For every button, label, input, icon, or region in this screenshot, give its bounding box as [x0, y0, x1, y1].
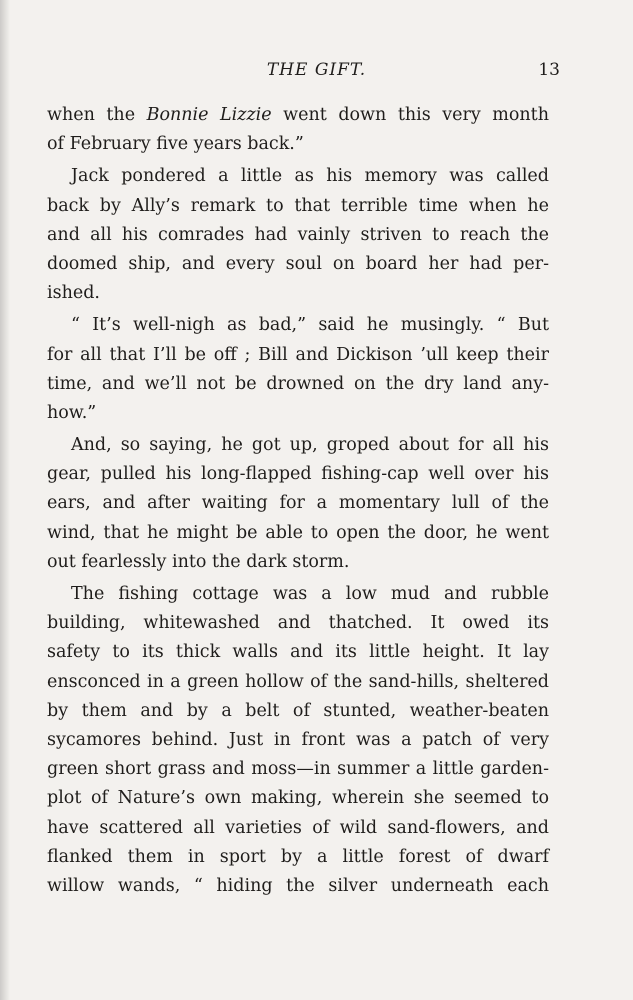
text-line: flanked them in sport by a little forest of dwarf — [47, 846, 549, 867]
text-line: how.” — [47, 402, 97, 423]
text-line: And, so saying, he got up, groped about for all his — [71, 435, 549, 456]
text-line: wind, that he might be able to open the door, he went — [47, 522, 549, 543]
text-line: plot of Nature’s own making, wherein she seemed to — [47, 788, 549, 809]
text-line: building, whitewashed and thatched. It owed its — [47, 613, 549, 634]
text-line: of February five years back.” — [47, 134, 304, 155]
text-line: “ It’s well-nigh as bad,” said he musingly. “ But — [71, 315, 549, 336]
text-line: ensconced in a green hollow of the sand-hills, sheltered — [47, 671, 549, 692]
text-line: safety to its thick walls and its little height. It lay — [47, 642, 549, 663]
text-line: time, and we’ll not be drowned on the dry land any- — [47, 373, 549, 394]
text-segment: went down this very month — [271, 105, 549, 125]
text-line: back by Ally’s remark to that terrible time when he — [47, 195, 549, 216]
text-line: willow wands, “ hiding the silver underneath each — [47, 875, 549, 896]
text-line: Jack pondered a little as his memory was called — [71, 166, 549, 187]
page-header — [0, 58, 633, 82]
text-line: for all that I’ll be off ; Bill and Dickison ’ull keep their — [47, 344, 549, 365]
text-line: have scattered all varieties of wild sand-flowers, and — [47, 817, 549, 838]
running-title: THE GIFT. — [266, 60, 367, 80]
page-number: 13 — [538, 60, 560, 80]
text-line: The fishing cottage was a low mud and rubble — [71, 584, 549, 604]
page-edge-shadow — [0, 0, 10, 1000]
body-text — [47, 101, 549, 901]
ship-name-italic: Bonnie Lizzie — [146, 105, 272, 125]
text-line: out fearlessly into the dark storm. — [47, 551, 350, 572]
text-line: by them and by a belt of stunted, weather-beaten — [47, 700, 549, 721]
text-line: doomed ship, and every soul on board her had per- — [47, 253, 549, 274]
text-line: sycamores behind. Just in front was a patch of very — [47, 729, 549, 750]
text-line: ished. — [47, 283, 100, 304]
text-line: gear, pulled his long-flapped fishing-cap well over his — [47, 464, 549, 485]
text-line: green short grass and moss—in summer a little garden- — [47, 759, 549, 780]
text-line: ears, and after waiting for a momentary lull of the — [47, 493, 549, 514]
text-line: and all his comrades had vainly striven to reach the — [47, 224, 549, 245]
text-segment: when the — [47, 105, 147, 125]
text-line — [47, 101, 549, 130]
